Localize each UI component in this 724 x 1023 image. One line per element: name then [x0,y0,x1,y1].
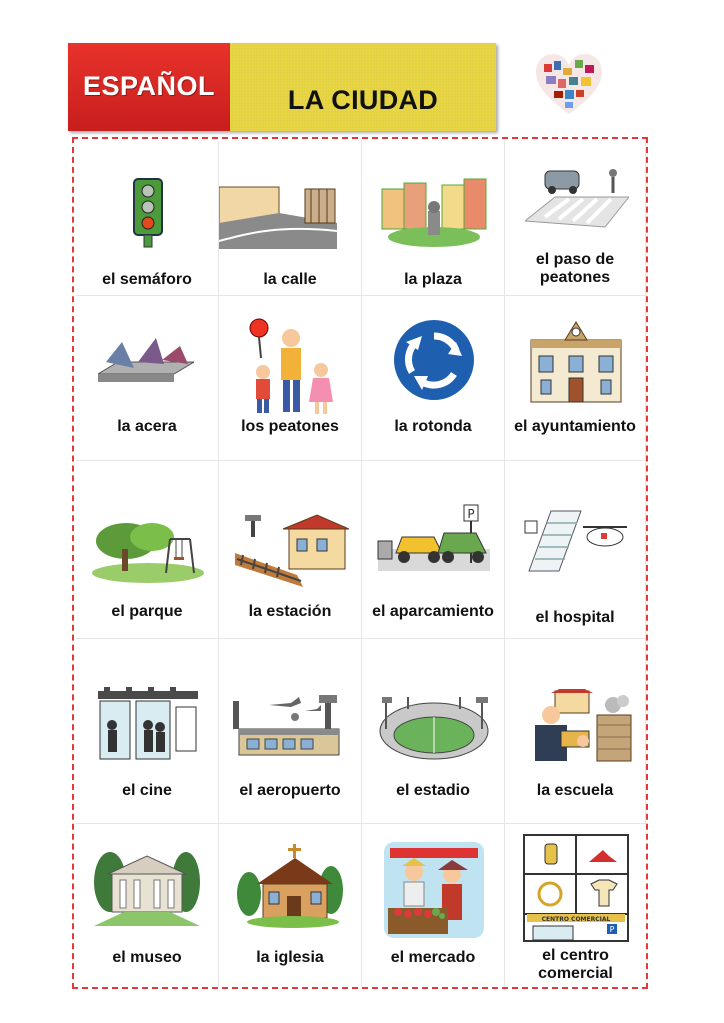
vocab-card [362,639,505,824]
vocab-label: el estadio [396,782,470,799]
town-hall-icon [527,314,625,404]
vocab-label: la rotonda [394,418,472,435]
vocab-label: el semáforo [102,271,192,288]
vocab-label: la escuela [536,782,614,799]
vocab-card [505,824,646,987]
cinema-icon [96,687,200,765]
topic-title: LA CIUDAD [287,85,439,115]
vocab-label: el aparcamiento [372,603,494,620]
vocab-card [219,824,362,987]
vocab-card [362,296,505,461]
vocab-card [76,461,219,639]
language-title: ESPAÑOL [82,71,215,101]
vocab-label: el parque [111,603,183,620]
vocab-card [362,824,505,987]
vocab-card [505,296,646,461]
shopping-center-icon [523,834,629,942]
vocab-label: el aeropuerto [239,782,341,799]
vocab-card [505,141,646,296]
sidewalk-icon [98,334,194,396]
vocab-label: el cine [122,782,172,799]
vocabulary-grid [76,141,646,987]
vocab-card [505,461,646,639]
vocab-label: el hospital [535,609,615,626]
vocab-label: la estación [248,603,332,620]
vocab-card [362,141,505,296]
vocab-label: los peatones [241,418,339,435]
crosswalk-icon [525,167,629,233]
school-icon [521,689,635,765]
vocab-card [76,141,219,296]
pedestrians-icon [239,318,343,418]
roundabout-icon [392,318,476,402]
street-icon [219,183,339,249]
vocab-card [219,461,362,639]
traffic-light-icon [126,177,170,249]
parking-icon [376,503,492,575]
train-station-icon [233,513,349,589]
language-banner [68,43,230,131]
airport-icon [229,691,349,761]
museum-icon [94,846,200,928]
svg-text:P: P [609,925,615,934]
park-icon [90,519,206,583]
vocab-card [219,296,362,461]
stadium-icon [376,693,492,763]
vocab-card [76,639,219,824]
heart-collage-icon [534,52,604,118]
vocab-card [505,639,646,824]
vocab-label: la calle [263,271,317,288]
vocab-card [76,824,219,987]
svg-text:CENTRO COMERCIAL: CENTRO COMERCIAL [541,916,611,923]
topic-banner [230,43,496,131]
vocab-label: la iglesia [256,949,324,966]
vocab-label: el mercado [390,949,476,966]
church-icon [237,844,343,928]
plaza-icon [380,175,488,249]
vocab-label: el ayuntamiento [514,418,636,435]
svg-text:P: P [467,507,475,521]
vocab-label: la plaza [404,271,462,288]
vocab-label: la acera [117,418,177,435]
hospital-icon [523,501,633,585]
vocab-card [362,461,505,639]
vocab-card [219,639,362,824]
vocab-card [219,141,362,296]
vocab-label: el centro comercial [538,947,613,982]
vocab-label: el paso de peatones [535,251,615,286]
vocab-label: el museo [112,949,182,966]
vocab-card [76,296,219,461]
market-icon [384,842,484,938]
